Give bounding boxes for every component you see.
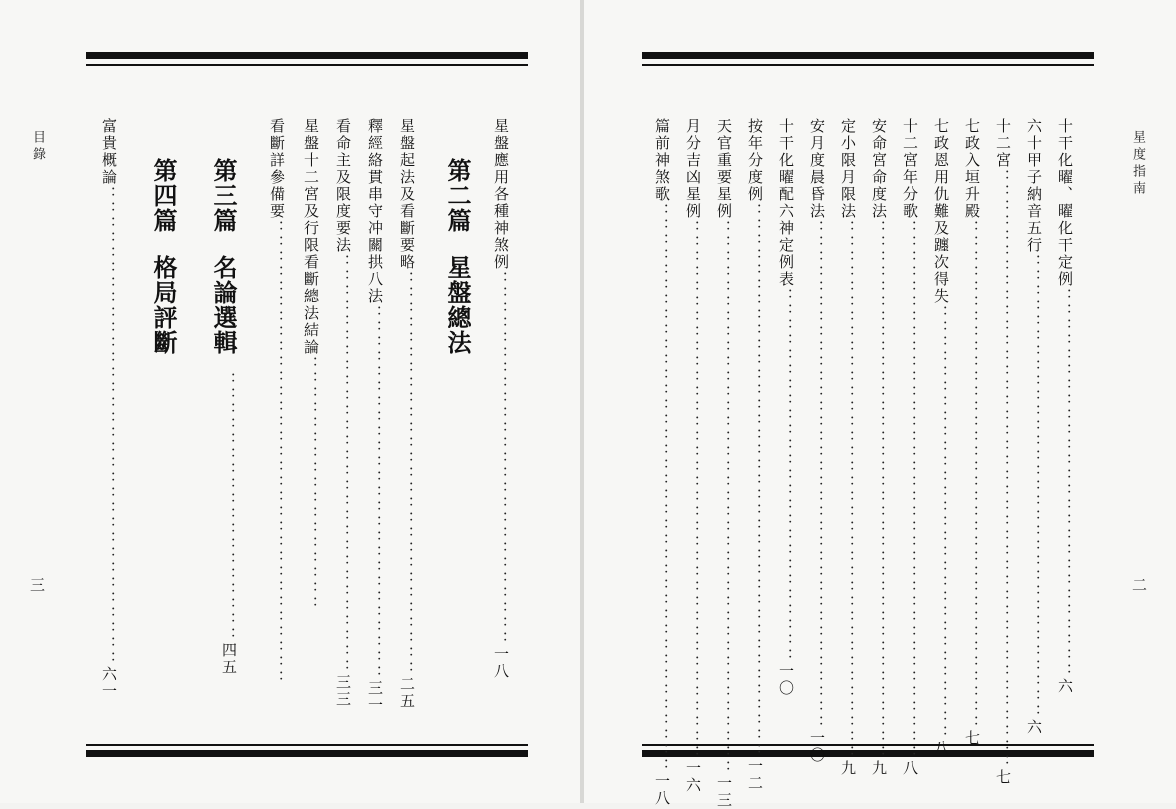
toc-entry[interactable] (808, 118, 826, 764)
toc-entry-page: 九 (870, 760, 888, 777)
toc-entry-title: 六十甲子納音五行 (1025, 118, 1043, 254)
part-label: 第二篇 (443, 158, 471, 233)
toc-entry-page: 一〇 (808, 730, 826, 764)
toc-entry-title: 天官重要星例 (715, 118, 733, 220)
part-heading (150, 158, 176, 355)
toc-entry[interactable] (777, 118, 795, 697)
bottom-rule-thin (86, 744, 528, 746)
bottom-rule-thick (86, 750, 528, 757)
toc-entry-title: 富貴概論 (100, 118, 118, 186)
toc-entry-title: 十干化曜、曜化干定例 (1056, 118, 1074, 288)
toc-entry-title: 安命宮命度法 (870, 118, 888, 220)
toc-entry-page: 一八 (492, 646, 510, 680)
toc-entry-page: 四五 (220, 642, 238, 676)
toc-entry-page: 六一 (100, 666, 118, 700)
top-rule-thick (86, 52, 528, 59)
part-title: 星盤總法 (443, 255, 471, 355)
toc-entry-title: 按年分度例 (746, 118, 764, 203)
toc-entry-title: 篇前神煞歌 (653, 118, 671, 203)
toc-entry-page: 三一 (366, 680, 384, 714)
toc-entry[interactable] (746, 118, 764, 792)
toc-entry-page: 七 (994, 769, 1012, 786)
toc-entry-leader: ：：：：：：：：：：：：：：：：：：：：：：：：：：：：：：：：：：：： (870, 220, 888, 760)
toc-entry-page: 二五 (398, 676, 416, 710)
top-rule-thin (86, 64, 528, 66)
toc-entry-title: 釋經絡貫串守冲關拱八法 (366, 118, 384, 305)
toc-entry-page: 七 (963, 730, 981, 747)
toc-entry[interactable] (268, 118, 286, 685)
toc-entry-title: 星盤應用各種神煞例 (492, 118, 510, 271)
toc-entry-page: 一六 (684, 760, 702, 794)
toc-entry-title: 星盤起法及看斷要略 (398, 118, 416, 271)
toc-entry[interactable] (653, 118, 671, 807)
toc-entry[interactable] (1025, 118, 1043, 736)
toc-entry[interactable] (932, 118, 950, 757)
toc-entry-title: 十二宮 (994, 118, 1012, 169)
toc-entry-page: 八 (932, 740, 950, 757)
toc-entry-leader: ：：：：：：：：：：：：：：：：：：：：：：：：： (366, 305, 384, 680)
toc-entry-page: 六 (1056, 678, 1074, 695)
toc-entry[interactable] (302, 118, 320, 611)
top-rule-thick (642, 52, 1094, 59)
toc-entry[interactable] (870, 118, 888, 777)
margin-title: 星度指南 (1130, 130, 1145, 198)
toc-entry-leader: ：：：：：：：：：：：：：：：：：：：：：：：：：：：：： (932, 305, 950, 740)
toc-entry-title: 十干化曜配六神定例表 (777, 118, 795, 288)
toc-entry[interactable] (492, 118, 510, 680)
toc-entry-page: 一二 (746, 758, 764, 792)
toc-entry[interactable] (366, 118, 384, 714)
toc-entry-title: 十二宮年分歌 (901, 118, 919, 220)
toc-entry-page: 六 (1025, 719, 1043, 736)
part-title: 名論選輯 (209, 255, 237, 355)
toc-entry-page: 一三 (715, 775, 733, 809)
toc-entry-leader: ：：：：：：：：：：：：：：：：：：：：：：：：：：：：：：：：：：：： (839, 220, 857, 760)
toc-entry[interactable] (839, 118, 857, 777)
toc-entry[interactable] (994, 118, 1012, 786)
part-heading (444, 158, 470, 355)
toc-entry-part3[interactable] (220, 372, 238, 676)
part-heading (210, 158, 236, 355)
toc-entry[interactable] (901, 118, 919, 777)
toc-entry[interactable] (715, 118, 733, 809)
top-rule-thin (642, 64, 1094, 66)
toc-entry-leader: ：：：：：：：：：：：：：：：：：： (220, 372, 238, 642)
part-label: 第三篇 (209, 158, 237, 233)
toc-entry-title: 星盤十二宮及行限看斷總法結論 (302, 118, 320, 356)
toc-entry-leader: ：：：：：：：：：：：：：：：：：：：：：：：：：：：：：：：： (100, 186, 118, 666)
toc-entry[interactable] (398, 118, 416, 710)
toc-entry-leader: ：：：：：：：：：：：：：：：：：：：：：：：：：： (1056, 288, 1074, 678)
toc-entry-leader: ：：：：：：：：：：：：：：：：：：：：：：：：：：：：：：：：：：：：：：：： (994, 169, 1012, 769)
toc-entry-title: 七政恩用仇難及躔次得失 (932, 118, 950, 305)
toc-entry-title: 看命主及限度要法 (334, 118, 352, 254)
toc-entry[interactable] (1056, 118, 1074, 695)
toc-entry-leader: ：：：：：：：：：：：：：：：：：：：：：：：：：：：：：：：：：：：：：： (653, 203, 671, 773)
toc-entry-leader: ：：：：：：：：：：：：：：：：：：：：：：：：：：：：：：：：：： (963, 220, 981, 730)
toc-entry-leader: ：：：：：：：：：：：：：：：：：：：：：：：：：：：： (334, 254, 352, 674)
part-title: 格局評斷 (149, 255, 177, 355)
toc-entry-title: 月分吉凶星例 (684, 118, 702, 220)
toc-entry[interactable] (334, 118, 352, 708)
toc-entry[interactable] (963, 118, 981, 747)
toc-entry-leader: ：：：：：：：：：：：：：：：：：：：：：：：：：：：：：：： (1025, 254, 1043, 719)
toc-entry-title: 安月度晨昏法 (808, 118, 826, 220)
page-number: 二 (1132, 576, 1148, 594)
toc-entry[interactable] (684, 118, 702, 794)
part-label: 第四篇 (149, 158, 177, 233)
toc-entry-page: 九 (839, 760, 857, 777)
toc-entry-page: 八 (901, 760, 919, 777)
left-page (0, 0, 580, 803)
toc-entry-leader: ：：：：：：：：：：：：：：：：：：：：：：：：：：：：：：：：：：：： (684, 220, 702, 760)
toc-entry-leader: ：：：：：：：：：：：：：：：：：：：：：：：：：：：：：：：：：：：： (901, 220, 919, 760)
toc-entry-leader: ：：：：：：：：：：：：：：：：：：：：：：：：：：：：：：：：：：：：： (715, 220, 733, 775)
toc-entry-title: 七政入垣升殿 (963, 118, 981, 220)
toc-entry-page: 一八 (653, 773, 671, 807)
toc-entry-leader: ：：：：：：：：：：：：：：：：：：：：：：：：：：：：：：： (268, 220, 286, 685)
toc-entry-leader: ：：：：：：：：：：：：：：：：： (302, 356, 320, 611)
bottom-rule-thick (642, 750, 1094, 757)
toc-entry-title: 看斷詳參備要 (268, 118, 286, 220)
toc-entry-leader: ：：：：：：：：：：：：：：：：：：：：：：：：： (492, 271, 510, 646)
page-number: 三 (30, 576, 46, 594)
toc-entry-page: 三三 (334, 674, 352, 708)
toc-entry-title: 定小限月限法 (839, 118, 857, 220)
bottom-rule-thin (642, 744, 1094, 746)
toc-entry-leader: ：：：：：：：：：：：：：：：：：：：：：：：：：：：：：：：：：：：：： (746, 203, 764, 758)
toc-entry-leader: ：：：：：：：：：：：：：：：：：：：：：：：：：：：：：：：：：： (808, 220, 826, 730)
toc-entry[interactable] (100, 118, 118, 700)
toc-entry-page: 一〇 (777, 663, 795, 697)
toc-entry-leader: ：：：：：：：：：：：：：：：：：：：：：：：：： (777, 288, 795, 663)
toc-entry-leader: ：：：：：：：：：：：：：：：：：：：：：：：：：：： (398, 271, 416, 676)
margin-title: 目錄 (30, 130, 45, 164)
right-page (584, 0, 1176, 809)
